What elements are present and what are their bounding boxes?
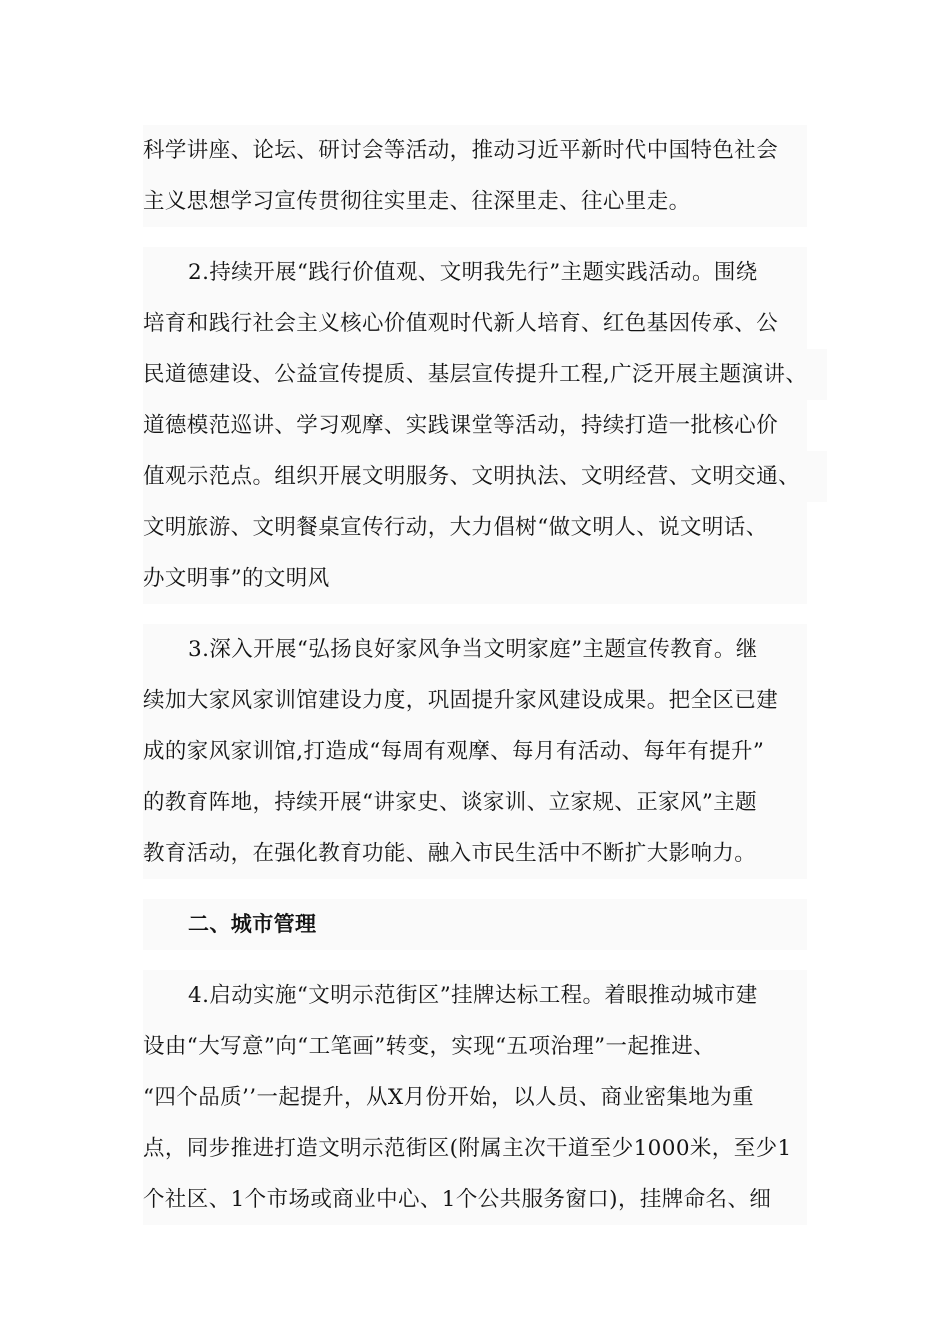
text-line: 科学讲座、论坛、研讨会等活动，推动习近平新时代中国特色社会: [143, 138, 779, 163]
text-line: “四个品质’’一起提升，从X月份开始，以人员、商业密集地为重: [143, 1085, 754, 1110]
text-line: 教育活动，在强化教育功能、融入市民生活中不断扩大影响力。: [143, 841, 757, 866]
text-line: 道德模范巡讲、学习观摩、实践课堂等活动，持续打造一批核心价: [143, 413, 779, 438]
section-heading: [143, 899, 807, 950]
text-line: 办文明事”的文明风: [143, 566, 330, 591]
text-line: 培育和践行社会主义核心价值观时代新人培育、红色基因传承、公: [143, 311, 779, 336]
text-line: 成的家风家训馆,打造成“每周有观摩、每月有活动、每年有提升”: [143, 739, 765, 764]
document-body: [143, 125, 807, 1225]
paragraph-spacer: [0, 227, 950, 247]
paragraph-item-3: [143, 624, 807, 879]
paragraph-spacer: [0, 879, 950, 899]
text-line: 4.启动实施“文明示范街区”挂牌达标工程。着眼推动城市建: [188, 983, 758, 1008]
section-heading-text: 二、城市管理: [188, 912, 317, 936]
text-line: 的教育阵地，持续开展“讲家史、谈家训、立家规、正家风”主题: [143, 790, 758, 815]
text-line: 值观示范点。组织开展文明服务、文明执法、文明经营、文明交通、: [143, 451, 827, 502]
text-line: 个社区、1个市场或商业中心、1个公共服务窗口)，挂牌命名、细: [143, 1187, 772, 1212]
text-line: 2.持续开展“践行价值观、文明我先行”主题实践活动。围绕: [188, 260, 758, 285]
paragraph-spacer: [0, 950, 950, 970]
paragraph-item-2: [143, 247, 807, 604]
text-line: 续加大家风家训馆建设力度，巩固提升家风建设成果。把全区已建: [143, 688, 779, 713]
paragraph-item-4: [143, 970, 807, 1225]
text-line: 3.深入开展“弘扬良好家风争当文明家庭”主题宣传教育。继: [188, 637, 758, 662]
text-line: 民道德建设、公益宣传提质、基层宣传提升工程,广泛开展主题演讲、: [143, 349, 827, 400]
paragraph-continuation: [143, 125, 807, 227]
text-line: 点，同步推进打造文明示范街区(附属主次干道至少1000米，至少1: [143, 1136, 792, 1161]
text-line: 文明旅游、文明餐桌宣传行动，大力倡树“做文明人、说文明话、: [143, 515, 768, 540]
text-line: 主义思想学习宣传贯彻往实里走、往深里走、往心里走。: [143, 189, 691, 214]
text-line: 设由“大写意”向“工笔画”转变，实现“五项治理”一起推进、: [143, 1034, 716, 1059]
paragraph-spacer: [0, 604, 950, 624]
